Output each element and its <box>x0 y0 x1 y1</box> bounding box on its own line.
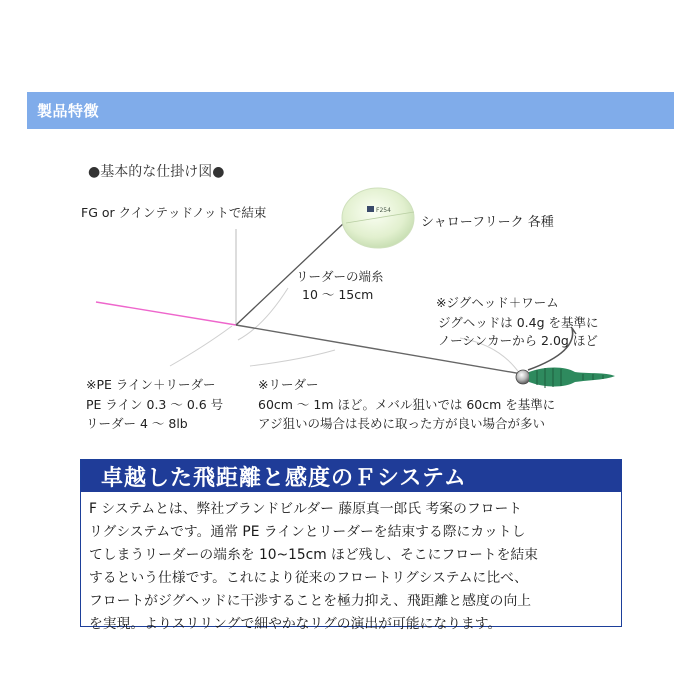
leader-label-1: ※リーダー <box>258 377 319 392</box>
float <box>342 188 414 248</box>
pe-line <box>96 302 236 325</box>
feature-description <box>89 498 617 636</box>
feature-heading: 卓越した飛距離と感度のＦシステム <box>101 466 467 491</box>
knot-label: FG or クインテッドノットで結束 <box>81 205 267 220</box>
feature-line: リグシステムです。通常 PE ラインとリーダーを結束する際にカットし <box>89 524 526 540</box>
jighead-label-2: ジグヘッドは 0.4g を基準に <box>438 315 599 330</box>
pe-label-1: ※PE ライン＋リーダー <box>86 377 216 392</box>
leader-label-3: アジ狙いの場合は長めに取った方が良い場合が多い <box>258 416 546 431</box>
tag-end-label-2: 10 ～ 15cm <box>302 287 374 302</box>
feature-line: するという仕様です。これにより従来のフロートリグシステムに比べ、 <box>89 570 528 586</box>
float-label: シャローフリーク 各種 <box>421 215 554 230</box>
feature-heading-bar <box>81 460 621 492</box>
feature-line: フロートがジグヘッドに干渉することを極力抑え、飛距離と感度の向上 <box>89 593 532 609</box>
diagram-title: ●基本的な仕掛け図● <box>88 164 225 180</box>
feature-line: てしまうリーダーの端糸を 10~15cm ほど残し、そこにフロートを結束 <box>89 547 538 563</box>
feature-box <box>80 459 622 632</box>
jighead-label-3: ノーシンカーから 2.0g ほど <box>438 333 598 348</box>
pe-callout-curve <box>170 326 232 366</box>
pe-label-2: PE ライン 0.3 ～ 0.6 号 <box>86 397 224 412</box>
pe-label-3: リーダー 4 ～ 8lb <box>86 416 188 431</box>
tag-end-label-1: リーダーの端糸 <box>296 269 384 284</box>
jighead-label-1: ※ジグヘッド＋ワーム <box>436 295 559 310</box>
section-title: 製品特徴 <box>37 102 100 120</box>
leader-callout-curve <box>250 350 335 366</box>
feature-line: F システムとは、弊社ブランドビルダー 藤原真一郎氏 考案のフロート <box>89 501 523 517</box>
feature-line: を実現。よりスリリングで細やかなリグの演出が可能になります。 <box>89 616 502 632</box>
float-mark-text: F254 <box>376 207 391 214</box>
leader-label-2: 60cm ～ 1m ほど。メバル狙いでは 60cm を基準に <box>258 397 556 412</box>
